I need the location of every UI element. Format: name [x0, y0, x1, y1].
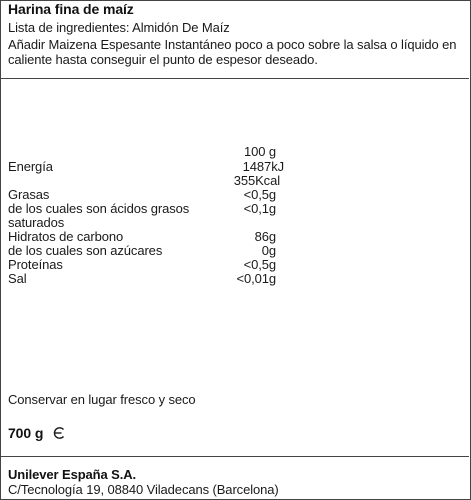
estimated-sign-icon — [51, 426, 67, 440]
nutrition-value: 355Kcal — [233, 173, 280, 188]
nutrition-column-header: 100 g — [243, 144, 276, 159]
nutrition-value: <0,5g — [243, 257, 276, 272]
nutrition-label: Grasas — [8, 187, 50, 202]
nutrition-value: <0,1g — [243, 201, 276, 216]
nutrition-value: <0,5g — [243, 187, 276, 202]
nutrition-label: de los cuales son azúcares — [8, 243, 163, 258]
nutrition-label: Proteínas — [8, 257, 63, 272]
instructions-line-2: caliente hasta conseguir el punto de espesor deseado. — [8, 52, 318, 67]
instructions-line-1: Añadir Maizena Espesante Instantáneo poco a poco sobre la salsa o líquido en — [8, 37, 457, 52]
nutrition-value: 0g — [261, 243, 276, 258]
manufacturer-name: Unilever España S.A. — [8, 467, 137, 482]
product-title: Harina fina de maíz — [8, 1, 134, 17]
divider-top — [0, 78, 469, 79]
manufacturer-address: C/Tecnología 19, 08840 Viladecans (Barcelona) — [8, 482, 279, 497]
ingredients-list: Lista de ingredientes: Almidón De Maíz — [8, 20, 230, 35]
nutrition-label: Energía — [8, 159, 53, 174]
storage-instructions: Conservar en lugar fresco y seco — [8, 392, 196, 407]
nutrition-value: <0,01g — [236, 271, 276, 286]
nutrition-label: Hidratos de carbono — [8, 229, 124, 244]
divider-bottom — [0, 456, 469, 457]
nutrition-value: 1487kJ — [242, 159, 284, 174]
net-weight: 700 g — [8, 425, 44, 441]
nutrition-value: 86g — [254, 229, 276, 244]
nutrition-label: de los cuales son ácidos grasos — [8, 201, 190, 216]
nutrition-label: saturados — [8, 215, 65, 230]
nutrition-label: Sal — [8, 271, 27, 286]
